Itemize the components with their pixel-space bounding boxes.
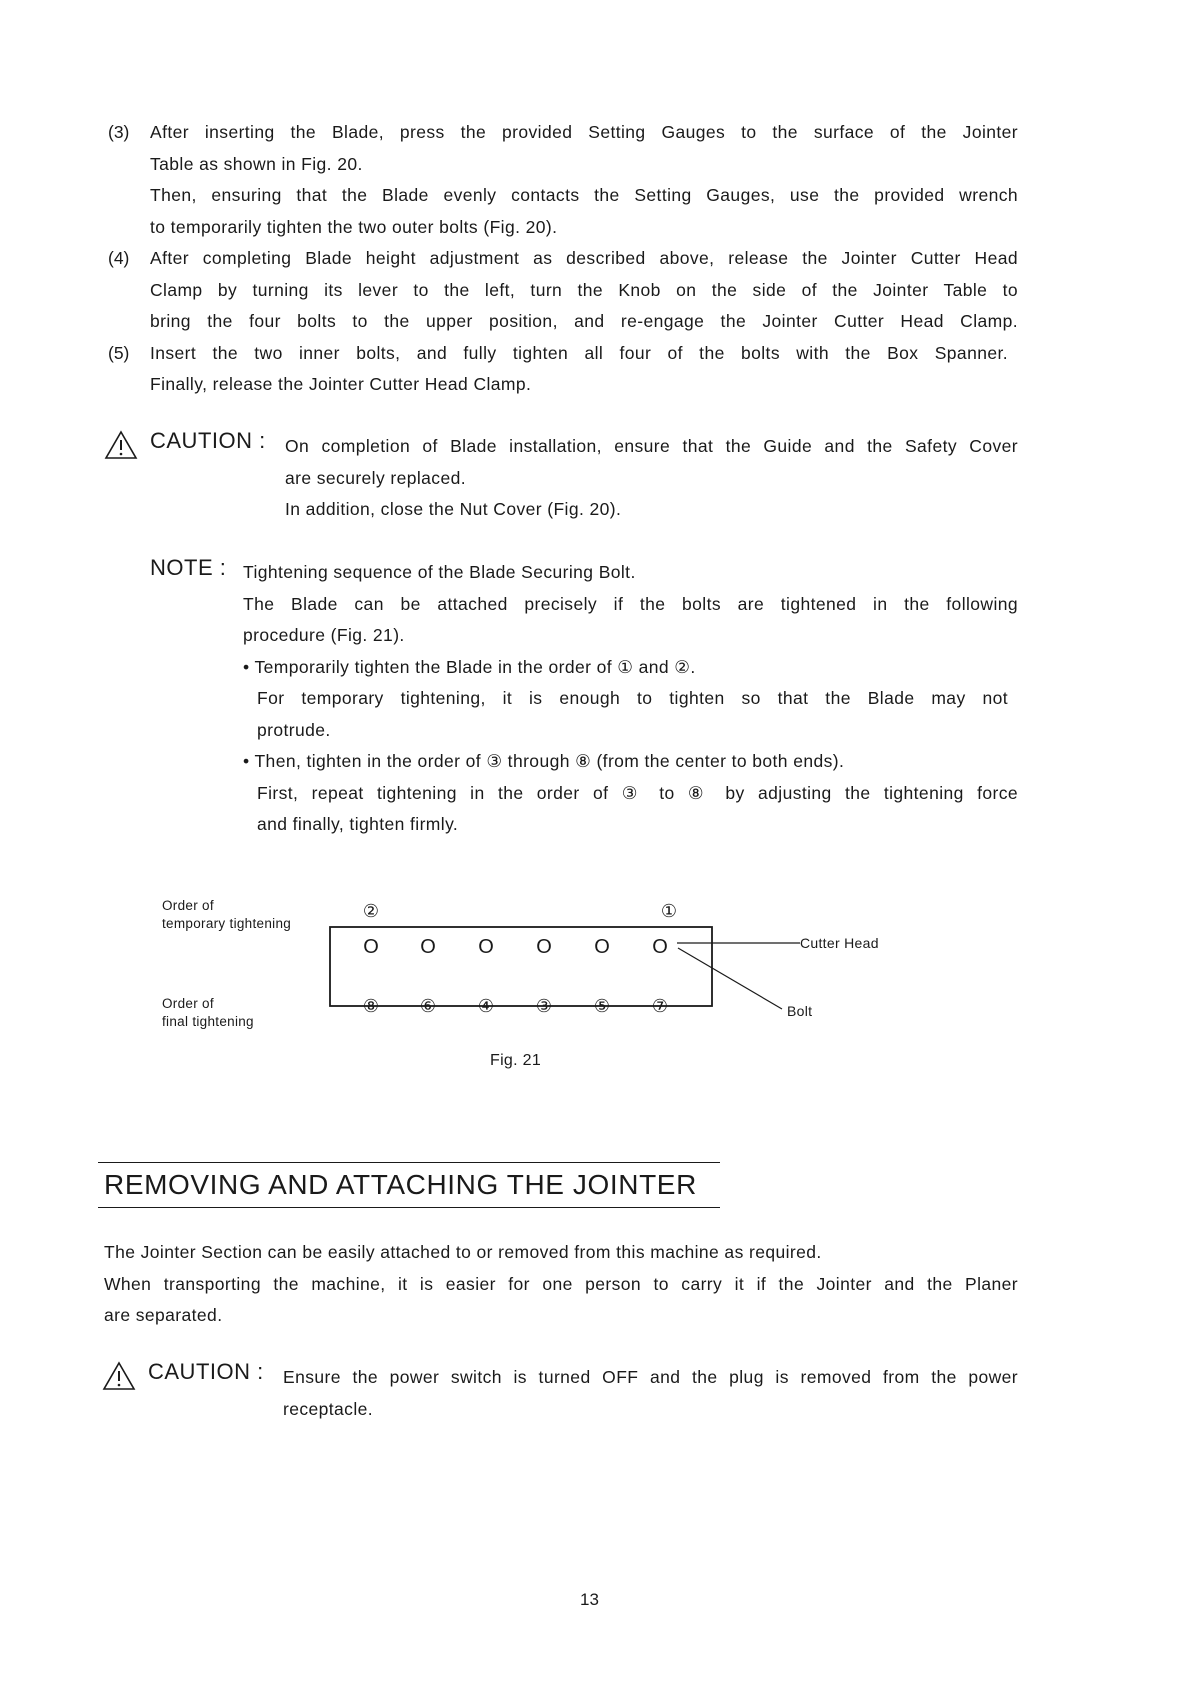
step-number: (4) <box>108 248 130 268</box>
step-line: Table as shown in Fig. 20. <box>150 153 363 174</box>
bolt-icon: O <box>478 936 494 958</box>
step-line: After completing Blade height adjustment as described above, release the Jointer Cutter Head <box>150 248 1018 268</box>
bolt-icon: O <box>652 936 668 958</box>
step-line: to temporarily tighten the two outer bolts (Fig. 20). <box>150 216 558 237</box>
section-line: The Jointer Section can be easily attached to or removed from this machine as required. <box>104 1242 822 1262</box>
label-line: Order of <box>162 996 214 1011</box>
cutter-head-callout: Cutter Head <box>800 935 879 951</box>
final-mark: ⑧ <box>362 996 380 1016</box>
step-line: bring the four bolts to the upper position, and re-engage the Jointer Cutter Head Clamp. <box>150 311 1018 331</box>
bolt-row <box>363 936 668 958</box>
bolt-callout: Bolt <box>787 1003 813 1019</box>
bolt-icon: O <box>363 936 379 958</box>
heading-rule-bottom <box>98 1207 720 1208</box>
note-bullet-line: • Temporarily tighten the Blade in the order of ① and ②. <box>243 656 696 677</box>
page-number: 13 <box>580 1590 599 1609</box>
note-bullet-line: protrude. <box>257 719 331 740</box>
bolt-icon: O <box>536 936 552 958</box>
final-mark: ⑦ <box>651 996 669 1016</box>
bolt-leader <box>678 948 782 1009</box>
caution-label: CAUTION : <box>150 428 266 453</box>
caution-line: In addition, close the Nut Cover (Fig. 20). <box>285 499 622 519</box>
step-line: Insert the two inner bolts, and fully tighten all four of the bolts with the Box Spanner. <box>150 342 1008 363</box>
label-line: temporary tightening <box>162 916 292 931</box>
figure-caption: Fig. 21 <box>490 1052 542 1069</box>
caution-line: On completion of Blade installation, ensure that the Guide and the Safety Cover <box>285 436 1018 456</box>
final-mark: ④ <box>477 996 495 1016</box>
final-mark: ⑤ <box>593 996 611 1016</box>
caution-label: CAUTION : <box>148 1359 264 1384</box>
note-bullet-line: • Then, tighten in the order of ③ through ⑧ (from the center to both ends). <box>243 751 845 771</box>
section-line: are separated. <box>104 1305 223 1325</box>
note-line: Tightening sequence of the Blade Securing Bolt. <box>243 562 636 582</box>
bolt-icon: O <box>594 936 610 958</box>
final-order-label <box>162 995 254 1031</box>
label-line: final tightening <box>162 1014 254 1029</box>
section-heading: REMOVING AND ATTACHING THE JOINTER <box>104 1169 697 1200</box>
note-label: NOTE : <box>150 555 227 580</box>
step-number: (5) <box>108 342 130 363</box>
final-mark: ③ <box>535 996 553 1016</box>
heading-rule-top <box>98 1162 720 1163</box>
note-bullet-line: For temporary tightening, it is enough to tighten so that the Blade may not <box>257 688 1008 708</box>
step-line: After inserting the Blade, press the provided Setting Gauges to the surface of the Jointer <box>150 122 1018 142</box>
step-number: (3) <box>108 122 130 142</box>
cutter-head-diagram <box>320 895 860 1035</box>
warning-triangle-icon <box>102 1361 136 1391</box>
note-bullet-line: First, repeat tightening in the order of ③ to ⑧ by adjusting the tightening force <box>257 782 1018 803</box>
step-line: Finally, release the Jointer Cutter Head Clamp. <box>150 374 532 394</box>
note-line: procedure (Fig. 21). <box>243 625 405 645</box>
step-line: Then, ensuring that the Blade evenly contacts the Setting Gauges, use the provided wrench <box>150 185 1018 205</box>
label-line: Order of <box>162 898 214 913</box>
step-line: Clamp by turning its lever to the left, turn the Knob on the side of the Jointer Table to <box>150 279 1018 300</box>
section-line: When transporting the machine, it is easier for one person to carry it if the Jointer and the Planer <box>104 1273 1018 1294</box>
caution-line: Ensure the power switch is turned OFF and the plug is removed from the power <box>283 1367 1018 1387</box>
caution-line: are securely replaced. <box>285 467 466 488</box>
warning-triangle-icon <box>104 430 138 460</box>
caution-line: receptacle. <box>283 1398 374 1419</box>
bolt-icon: O <box>420 936 436 958</box>
temporary-order-label <box>162 897 291 933</box>
note-bullet-line: and finally, tighten firmly. <box>257 814 459 834</box>
final-mark: ⑥ <box>419 996 437 1016</box>
note-line: The Blade can be attached precisely if the bolts are tightened in the following <box>243 593 1018 614</box>
temporary-mark: ① <box>660 901 678 921</box>
temporary-mark: ② <box>362 901 380 921</box>
